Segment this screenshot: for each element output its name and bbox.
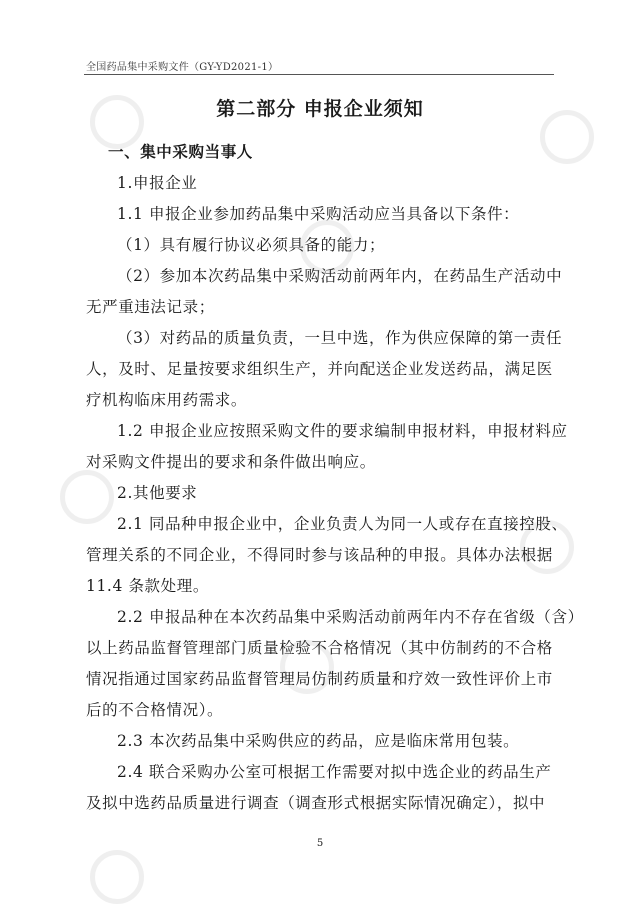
document-header: 全国药品集中采购文件（GY-YD2021-1） [86,62,279,73]
paragraph-line: 2.2 申报品种在本次药品集中采购活动前两年内不存在省级（含） [117,608,584,626]
paragraph-line: 2.1 同品种申报企业中，企业负责人为同一人或存在直接控股、 [117,515,568,533]
paragraph-line: 人，及时、足量按要求组织生产，并向配送企业发送药品，满足医 [86,360,553,378]
paragraph-line: 11.4 条款处理。 [86,577,209,595]
paragraph-line: 2.3 本次药品集中采购供应的药品，应是临床常用包装。 [117,732,520,750]
paragraph-line: 以上药品监督管理部门质量检验不合格情况（其中仿制药的不合格 [86,639,553,657]
paragraph-line: （2）参加本次药品集中采购活动前两年内，在药品生产活动中 [117,267,563,285]
watermark-icon [90,850,144,904]
paragraph-line: 后的不合格情况）。 [86,701,224,719]
section-heading: 一、集中采购当事人 [108,143,253,161]
paragraph-line: 1.1 申报企业参加药品集中采购活动应当具备以下条件： [117,205,520,223]
paragraph-line: 管理关系的不同企业，不得同时参与该品种的申报。具体办法根据 [86,546,553,564]
watermark-icon [60,470,114,524]
paragraph-line: 1.2 申报企业应按照采购文件的要求编制申报材料，申报材料应 [117,422,568,440]
paragraph-line: 无严重违法记录； [86,298,215,316]
paragraph-line: 疗机构临床用药需求。 [86,391,248,409]
subsection-heading: 1.申报企业 [117,174,198,192]
paragraph-line: （1）具有履行协议必须具备的能力； [117,236,386,254]
subsection-heading: 2.其他要求 [117,484,198,502]
header-divider [84,74,554,75]
paragraph-line: （3）对药品的质量负责，一旦中选，作为供应保障的第一责任 [117,329,563,347]
paragraph-line: 对采购文件提出的要求和条件做出响应。 [86,453,376,471]
paragraph-line: 及拟中选药品质量进行调查（调查形式根据实际情况确定），拟中 [86,794,546,812]
paragraph-line: 2.4 联合采购办公室可根据工作需要对拟中选企业的药品生产 [117,763,552,781]
page-title: 第二部分 申报企业须知 [216,98,424,120]
page-number: 5 [316,838,324,849]
paragraph-line: 情况指通过国家药品监督管理局仿制药质量和疗效一致性评价上市 [86,670,553,688]
